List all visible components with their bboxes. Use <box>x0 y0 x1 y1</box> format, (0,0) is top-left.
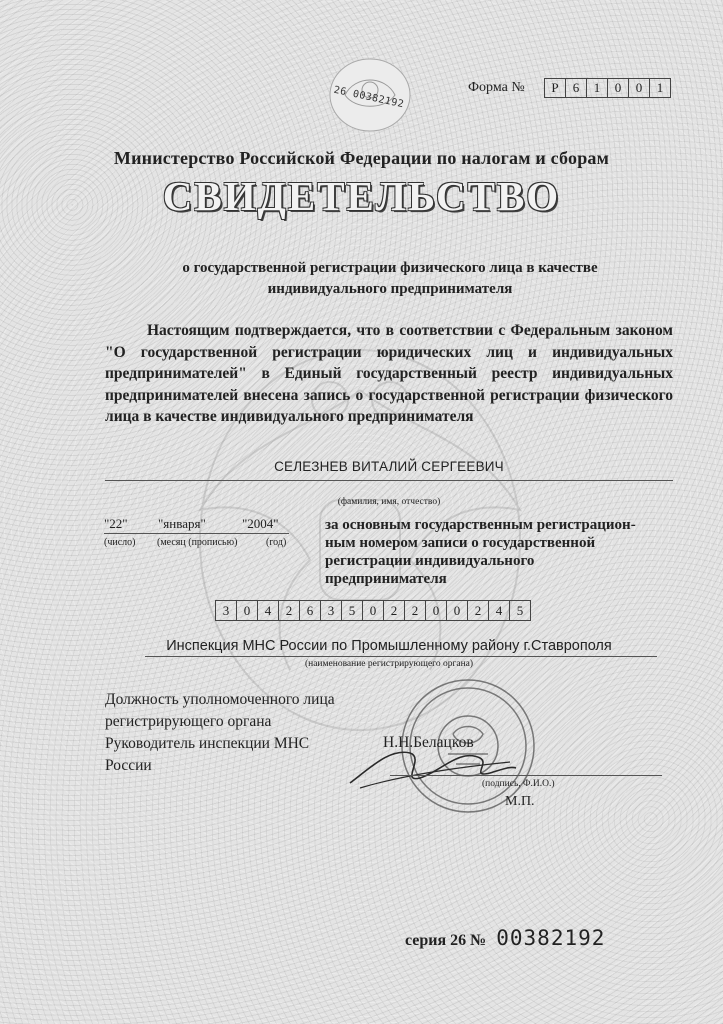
authority-underline <box>145 656 657 657</box>
registration-line: ным номером записи о государственной <box>325 535 596 551</box>
official-line: регистрирующего органа <box>105 713 272 730</box>
ogrn-number-boxes <box>216 600 531 621</box>
ogrn-cell: 3 <box>320 600 342 621</box>
ogrn-cell: 4 <box>257 600 279 621</box>
signature-caption: (подпись, Ф.И.О.) <box>482 779 555 789</box>
registration-line: за основным государственным регистрацион- <box>325 517 636 533</box>
official-position <box>105 689 335 777</box>
subtitle-line: о государственной регистрации физического лица в качестве <box>182 260 598 276</box>
signer-name: Н.Н.Белацков <box>383 734 474 751</box>
stamp-place-label: М.П. <box>505 794 535 809</box>
series-number <box>405 926 605 950</box>
ogrn-cell: 2 <box>278 600 300 621</box>
registering-authority: Инспекция МНС России по Промышленному району г.Ставрополя <box>166 638 612 654</box>
certificate-body: Настоящим подтверждается, что в соответствии с Федеральным законом "О государственной регистрации юридических лиц и индивидуальных предпринимателей" в Единый государственный реестр индивидуальных предпринимателей внесена запись о государственной регистрации физического лица в качестве индивидуального предпринимателя <box>105 322 673 425</box>
ogrn-cell: 0 <box>362 600 384 621</box>
ministry-header: Министерство Российской Федерации по налогам и сборам <box>113 148 610 168</box>
ogrn-cell: 5 <box>341 600 363 621</box>
date-underline <box>104 533 289 534</box>
date-year-caption: (год) <box>266 537 287 548</box>
ogrn-cell: 0 <box>236 600 258 621</box>
ogrn-cell: 0 <box>425 600 447 621</box>
name-underline <box>105 480 673 481</box>
document-subtitle <box>120 258 660 300</box>
ogrn-cell: 4 <box>488 600 510 621</box>
ogrn-cell: 5 <box>509 600 531 621</box>
form-cell: 6 <box>565 78 587 98</box>
authority-caption: (наименование регистрирующего органа) <box>304 659 474 669</box>
subtitle-line: индивидуального предпринимателя <box>267 281 513 297</box>
official-line: Руководитель инспекции МНС <box>105 735 310 752</box>
registration-line: предпринимателя <box>325 571 447 587</box>
date-month-caption: (месяц (прописью) <box>157 537 238 548</box>
ogrn-cell: 3 <box>215 600 237 621</box>
ogrn-cell: 6 <box>299 600 321 621</box>
form-number-boxes <box>545 78 671 98</box>
registration-line: регистрации индивидуального <box>325 553 535 569</box>
ogrn-cell: 2 <box>404 600 426 621</box>
ogrn-cell: 0 <box>446 600 468 621</box>
form-cell: 0 <box>607 78 629 98</box>
series-value: 00382192 <box>496 926 606 950</box>
date-day-caption: (число) <box>104 537 136 548</box>
hologram-number: 26 00382192 <box>332 84 406 111</box>
ogrn-cell: 2 <box>383 600 405 621</box>
date-year: "2004" <box>242 516 279 531</box>
registration-text <box>325 516 685 588</box>
form-cell: 1 <box>649 78 671 98</box>
date-month: "января" <box>158 516 206 531</box>
name-caption: (фамилия, имя, отчество) <box>337 497 441 507</box>
official-line: России <box>105 757 152 774</box>
series-label: серия 26 № <box>405 932 487 949</box>
document-title: СВИДЕТЕЛЬСТВО <box>162 173 561 219</box>
date-day: "22" <box>104 516 128 531</box>
form-label: Форма № <box>468 80 525 95</box>
form-cell: 1 <box>586 78 608 98</box>
ogrn-cell: 2 <box>467 600 489 621</box>
form-cell: Р <box>544 78 566 98</box>
official-line: Должность уполномоченного лица <box>105 691 335 708</box>
signature-underline <box>390 775 662 776</box>
form-cell: 0 <box>628 78 650 98</box>
person-name: СЕЛЕЗНЕВ ВИТАЛИЙ СЕРГЕЕВИЧ <box>274 459 504 474</box>
